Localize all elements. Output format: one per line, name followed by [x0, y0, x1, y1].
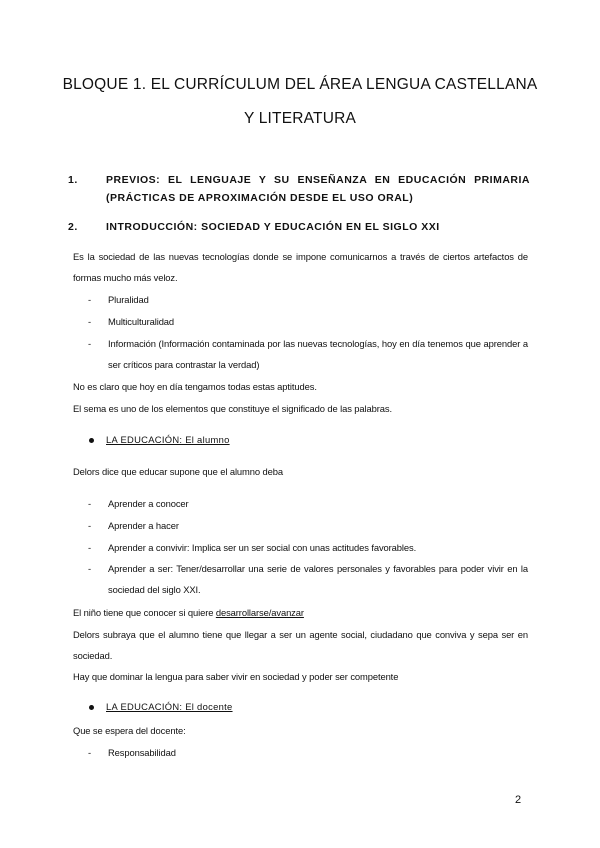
list-item: - Multiculturalidad — [88, 311, 528, 332]
page-number: 2 — [515, 794, 522, 806]
document-title-line1: BLOQUE 1. EL CURRÍCULUM DEL ÁREA LENGUA CASTELLANA — [62, 76, 538, 93]
list-item: - Pluralidad — [88, 289, 528, 310]
list-item-text: Aprender a convivir: Implica ser un ser social con unas actitudes favorables. — [108, 542, 417, 553]
underlined-text: desarrollarse/avanzar — [215, 607, 304, 618]
intro-paragraph: Es la sociedad de las nuevas tecnologías donde se impone comunicarnos a través de ciertos artefactos de formas mucho más veloz. — [73, 251, 528, 283]
list-item: - Aprender a conocer — [88, 493, 528, 514]
paragraph: Delors dice que educar supone que el alumno deba — [73, 466, 283, 477]
bullet-heading-docente: LA EDUCACIÓN: El docente — [89, 698, 233, 716]
section-heading-text: PREVIOS: EL LENGUAJE Y SU ENSEÑANZA EN EDUCACIÓN PRIMARIA (PRÁCTICAS DE APROXIMACIÓN DESDE EL USO ORAL) — [106, 174, 530, 204]
bullet-dot-icon — [89, 705, 94, 710]
section-heading-1 — [68, 171, 530, 207]
paragraph: Que se espera del docente: — [73, 725, 186, 736]
list-item-text: Multiculturalidad — [108, 316, 175, 327]
document-title-line2: Y LITERATURA — [243, 110, 357, 127]
section-number: 1. — [68, 174, 78, 186]
paragraph: El sema es uno de los elementos que constituye el significado de las palabras. — [73, 403, 392, 414]
bullet-heading-alumno: LA EDUCACIÓN: El alumno — [89, 431, 230, 449]
paragraph: Delors subraya que el alumno tiene que llegar a ser un agente social, ciudadano que conviva y sepa ser en sociedad. — [73, 629, 528, 661]
paragraph: No es claro que hoy en día tengamos todas estas aptitudes. — [73, 381, 317, 392]
list-item-text: Aprender a hacer — [108, 520, 179, 531]
bullet-dot-icon — [89, 438, 94, 443]
list-item-text: Responsabilidad — [108, 747, 176, 758]
list-item: - Aprender a convivir: Implica ser un ser social con unas actitudes favorables. — [88, 537, 528, 558]
list-item: - Aprender a ser: Tener/desarrollar una serie de valores personales y favorables para poder vivir en la sociedad del siglo XXI. — [88, 558, 528, 600]
paragraph: El niño tiene que conocer si quiere desarrollarse/avanzar — [73, 607, 304, 618]
list-item-text: Aprender a ser: Tener/desarrollar una serie de valores personales y favorables para poder vivir en la sociedad del siglo XXI. — [108, 563, 528, 595]
list-item-text: Aprender a conocer — [108, 498, 189, 509]
list-item: - Aprender a hacer — [88, 515, 528, 536]
list-item-text: Pluralidad — [108, 294, 149, 305]
section-heading-2 — [68, 218, 530, 236]
section-heading-text: INTRODUCCIÓN: SOCIEDAD Y EDUCACIÓN EN EL SIGLO XXI — [106, 221, 440, 233]
list-item: - Responsabilidad — [88, 742, 528, 763]
section-number: 2. — [68, 221, 78, 233]
paragraph: Hay que dominar la lengua para saber vivir en sociedad y poder ser competente — [73, 671, 399, 682]
list-item: - Información (Información contaminada por las nuevas tecnologías, hoy en día tenemos que aprender a ser críticos para contrastar la verdad) — [88, 333, 528, 375]
list-item-text: Información (Información contaminada por las nuevas tecnologías, hoy en día tenemos que aprender a ser críticos para contrastar la verdad) — [108, 338, 528, 370]
